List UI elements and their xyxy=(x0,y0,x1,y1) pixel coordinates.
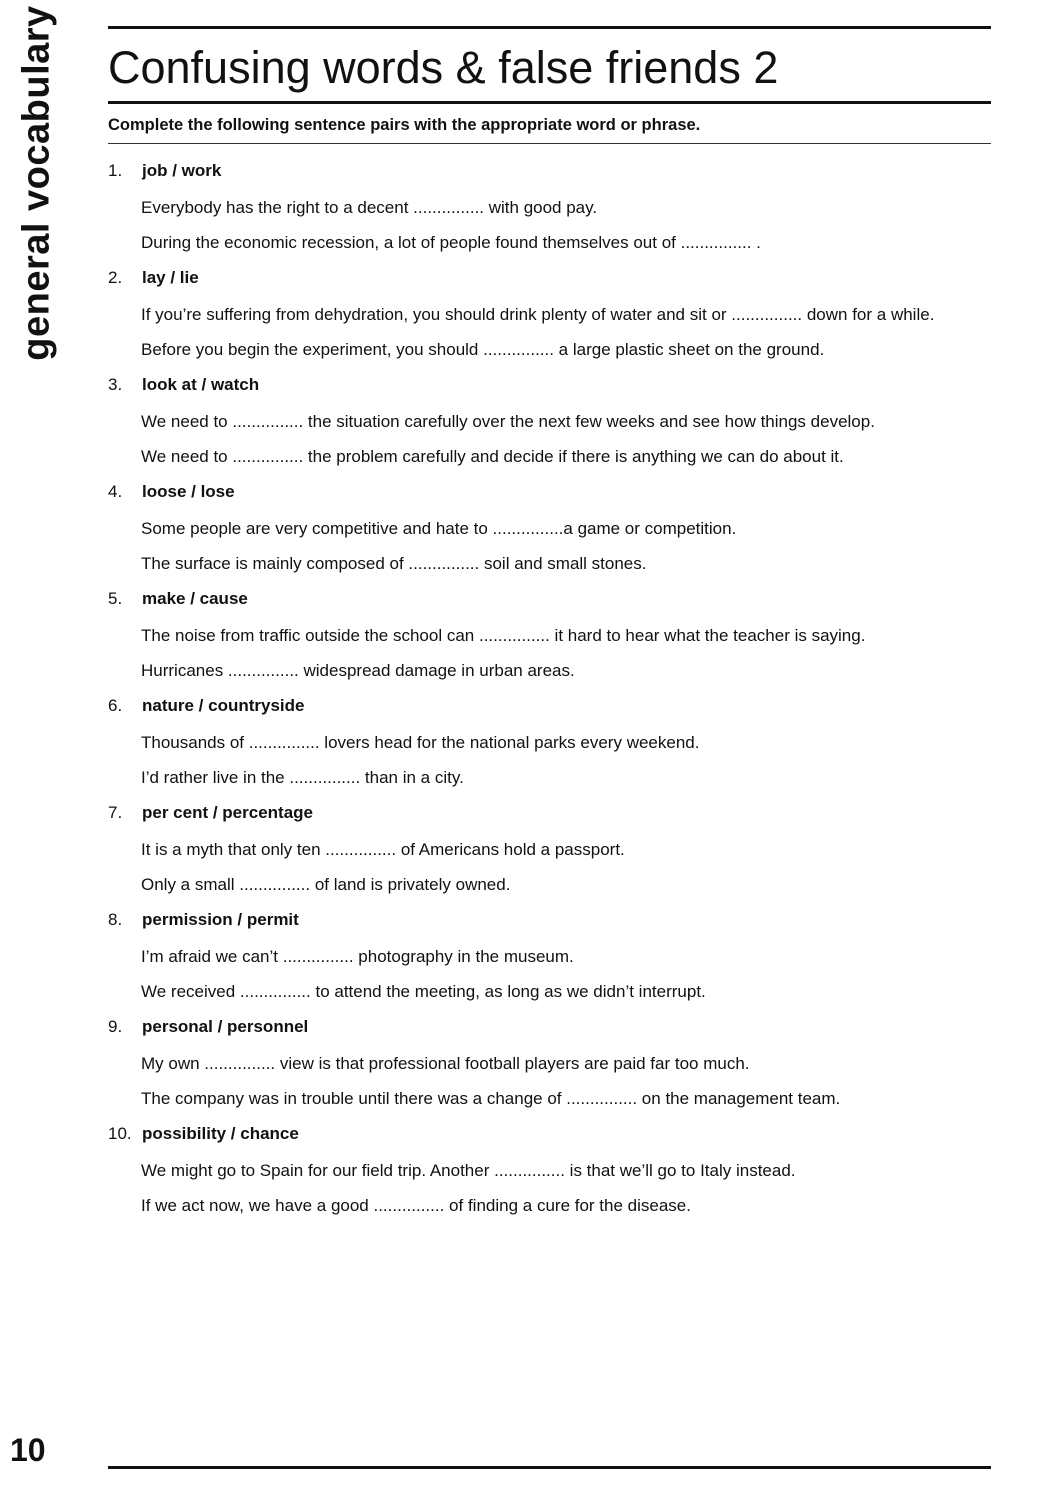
page-number: 10 xyxy=(10,1432,46,1468)
top-rule xyxy=(108,26,991,29)
sentence: During the economic recession, a lot of people found themselves out of ............... . xyxy=(141,233,761,252)
sentence: Everybody has the right to a decent ............... with good pay. xyxy=(141,198,598,217)
item-number: 4. xyxy=(108,482,123,501)
item-words: possibility / chance xyxy=(142,1124,299,1143)
exercise-item xyxy=(108,695,991,789)
item-words: personal / personnel xyxy=(142,1017,309,1036)
item-words: nature / countryside xyxy=(142,696,305,715)
item-number: 5. xyxy=(108,589,123,608)
sentence: My own ............... view is that professional football players are paid far too much. xyxy=(141,1054,750,1073)
item-number: 2. xyxy=(108,268,123,287)
page-title: Confusing words & false friends 2 xyxy=(108,42,779,93)
sentence: I’m afraid we can’t ............... photography in the museum. xyxy=(141,947,574,966)
sentence: The noise from traffic outside the school can ............... it hard to hear what the teacher is saying. xyxy=(141,626,866,645)
exercise-item xyxy=(108,1016,991,1110)
sentence: Hurricanes ............... widespread damage in urban areas. xyxy=(141,661,575,680)
exercise-item xyxy=(108,1123,991,1217)
item-words: loose / lose xyxy=(142,482,235,501)
item-header xyxy=(108,160,991,182)
item-number: 1. xyxy=(108,161,123,180)
item-words: look at / watch xyxy=(142,375,260,394)
sentence: If you’re suffering from dehydration, you should drink plenty of water and sit or ............... down for a while. xyxy=(141,305,935,324)
sentence: I’d rather live in the ............... than in a city. xyxy=(141,768,464,787)
item-words: job / work xyxy=(142,161,222,180)
item-header xyxy=(108,1016,991,1038)
bottom-rule xyxy=(108,1466,991,1469)
item-header xyxy=(108,802,991,824)
instruction: Complete the following sentence pairs with the appropriate word or phrase. xyxy=(108,116,701,134)
exercise-item xyxy=(108,909,991,1003)
item-number: 10. xyxy=(108,1124,132,1143)
item-words: permission / permit xyxy=(142,910,299,929)
sentence: Thousands of ............... lovers head for the national parks every weekend. xyxy=(141,733,700,752)
side-label-text: general vocabulary xyxy=(15,4,58,361)
sentence: We need to ............... the problem carefully and decide if there is anything we can do about it. xyxy=(141,447,844,466)
sentence: If we act now, we have a good ............... of finding a cure for the disease. xyxy=(141,1196,691,1215)
exercise-item xyxy=(108,160,991,254)
exercise-item xyxy=(108,374,991,468)
instruction-rule xyxy=(108,143,991,144)
item-number: 8. xyxy=(108,910,123,929)
item-words: make / cause xyxy=(142,589,248,608)
item-words: lay / lie xyxy=(142,268,199,287)
item-number: 3. xyxy=(108,375,123,394)
exercise-list xyxy=(108,160,991,1230)
sentence: Only a small ............... of land is privately owned. xyxy=(141,875,511,894)
sentence: We received ............... to attend the meeting, as long as we didn’t interrupt. xyxy=(141,982,706,1001)
item-header xyxy=(108,1123,991,1145)
exercise-item xyxy=(108,802,991,896)
exercise-item xyxy=(108,588,991,682)
sentence: We might go to Spain for our field trip. Another ............... is that we’ll go to Italy instead. xyxy=(141,1161,796,1180)
title-rule xyxy=(108,101,991,104)
item-header xyxy=(108,909,991,931)
side-label xyxy=(12,4,62,361)
item-words: per cent / percentage xyxy=(142,803,314,822)
item-header xyxy=(108,374,991,396)
item-number: 7. xyxy=(108,803,123,822)
item-header xyxy=(108,695,991,717)
sentence: It is a myth that only ten ............... of Americans hold a passport. xyxy=(141,840,625,859)
sentence: Some people are very competitive and hate to ...............a game or competition. xyxy=(141,519,737,538)
exercise-item xyxy=(108,267,991,361)
item-number: 6. xyxy=(108,696,123,715)
item-number: 9. xyxy=(108,1017,123,1036)
item-header xyxy=(108,481,991,503)
sentence: The surface is mainly composed of ............... soil and small stones. xyxy=(141,554,647,573)
sentence: The company was in trouble until there was a change of ............... on the management team. xyxy=(141,1089,841,1108)
item-header xyxy=(108,267,991,289)
exercise-item xyxy=(108,481,991,575)
item-header xyxy=(108,588,991,610)
sentence: Before you begin the experiment, you should ............... a large plastic sheet on the ground. xyxy=(141,340,825,359)
sentence: We need to ............... the situation carefully over the next few weeks and see how things develop. xyxy=(141,412,875,431)
